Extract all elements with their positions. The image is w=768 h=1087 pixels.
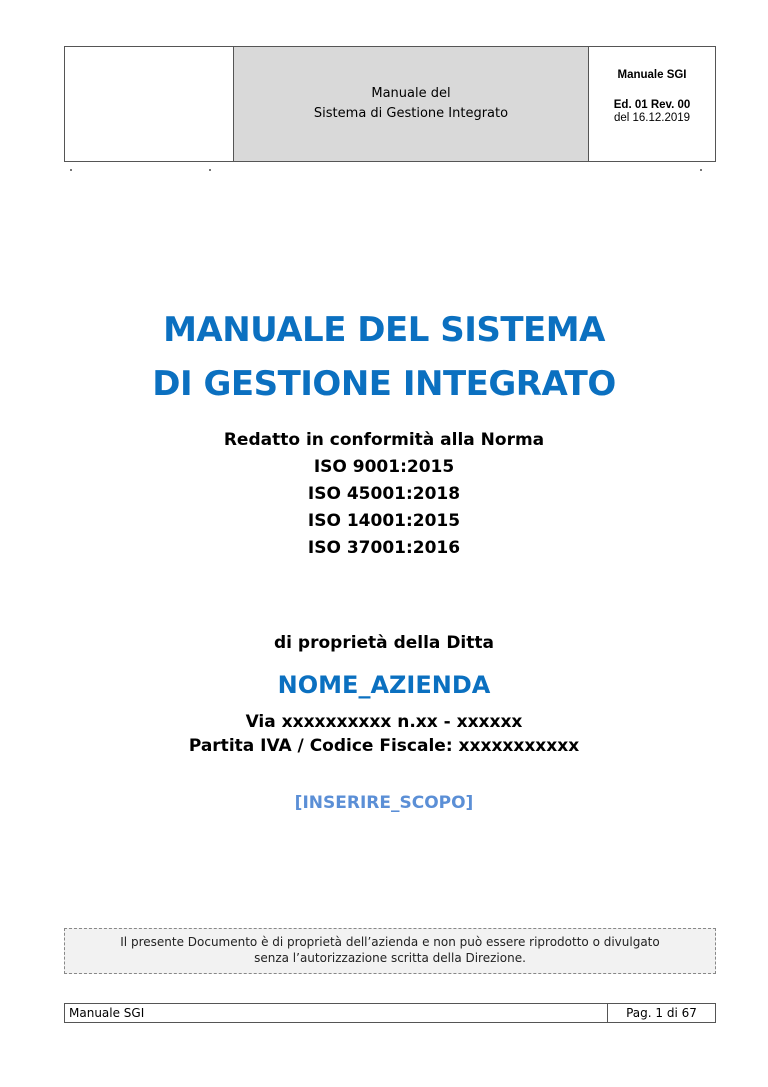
main-title-line1: MANUALE DEL SISTEMA [163,310,605,350]
conformity-block [0,427,768,562]
standard-item: ISO 14001:2015 [307,511,461,531]
revision-date: del 16.12.2019 [613,112,691,124]
header-title-line2: Sistema di Gestione Integrato [313,106,509,121]
company-details [0,710,768,758]
notice-line2: senza l’autorizzazione scritta della Direzione. [254,951,526,965]
page-number: Pag. 1 di 67 [607,1004,715,1022]
confidentiality-notice [64,928,716,974]
header-title-line1: Manuale del [371,86,451,101]
footer-doc-name: Manuale SGI [69,1006,145,1020]
divider-tick [70,169,72,171]
company-address: Via xxxxxxxxxx n.xx - xxxxxx [245,712,523,732]
page-footer [64,1003,716,1023]
main-title-line2: DI GESTIONE INTEGRATO [152,364,616,404]
header-title [234,47,589,161]
divider-tick [209,169,211,171]
main-title [0,303,768,411]
divider-tick [700,169,702,171]
logo-placeholder [65,47,234,161]
company-name: NOME_AZIENDA [277,671,491,699]
standard-item: ISO 45001:2018 [307,484,461,504]
standard-item: ISO 37001:2016 [307,538,461,558]
notice-line1: Il presente Documento è di proprietà dell’azienda e non può essere riprodotto o divulgato [120,935,660,949]
scope-placeholder: [INSERIRE_SCOPO] [294,793,474,813]
owner-label: di proprietà della Ditta [274,633,494,653]
conformity-text: Redatto in conformità alla Norma [223,430,545,450]
doc-code: Manuale SGI [617,69,687,81]
revision: Ed. 01 Rev. 00 [613,99,691,111]
document-header [64,46,716,162]
company-vat: Partita IVA / Codice Fiscale: xxxxxxxxxxx [188,736,580,756]
standard-item: ISO 9001:2015 [313,457,455,477]
header-info [589,47,715,161]
